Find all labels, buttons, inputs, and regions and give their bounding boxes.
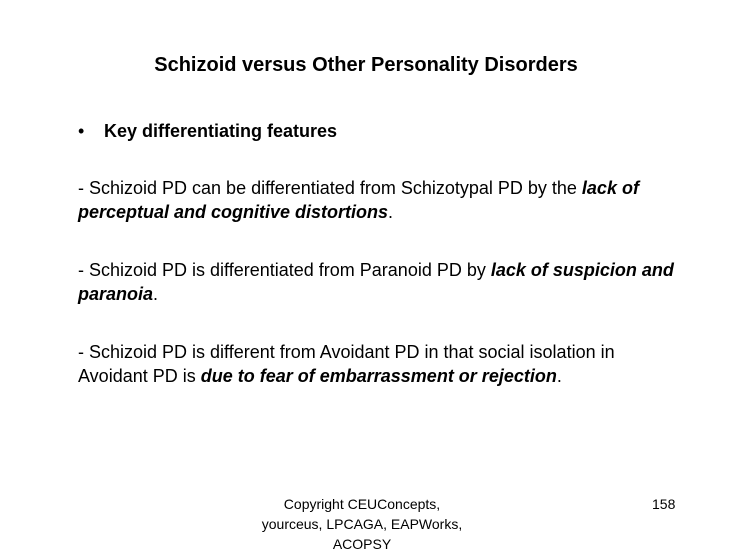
paragraph-tail: . <box>388 202 394 222</box>
bullet-icon: • <box>78 121 85 141</box>
paragraph-emphasis: due to fear of embarrassment or rejection <box>200 366 557 386</box>
bullet-item <box>78 119 337 143</box>
paragraph-lead: - Schizoid PD is differentiated from Paranoid PD by <box>78 260 491 280</box>
bullet-text: Key differentiating features <box>104 121 338 141</box>
page-number: 158 <box>652 496 676 512</box>
paragraph-tail: . <box>556 366 562 386</box>
paragraph-tail: . <box>153 284 159 304</box>
slide-title: Schizoid versus Other Personality Disorders <box>154 54 578 76</box>
paragraph-schizotypal <box>78 176 678 224</box>
paragraph-lead: - Schizoid PD is different from Avoidant PD in that social isolation in Avoidant PD is <box>78 342 615 386</box>
paragraph-emphasis: lack of perceptual and cognitive distortions <box>78 178 639 222</box>
copyright-footer: Copyright CEUConcepts, yourceus, LPCAGA, EAPWorks, ACOPSY <box>261 496 463 552</box>
paragraph-emphasis: lack of suspicion and paranoia <box>78 260 674 304</box>
paragraph-paranoid <box>78 258 678 306</box>
paragraph-avoidant <box>78 340 678 388</box>
paragraph-lead: - Schizoid PD can be differentiated from Schizotypal PD by the <box>78 178 582 198</box>
